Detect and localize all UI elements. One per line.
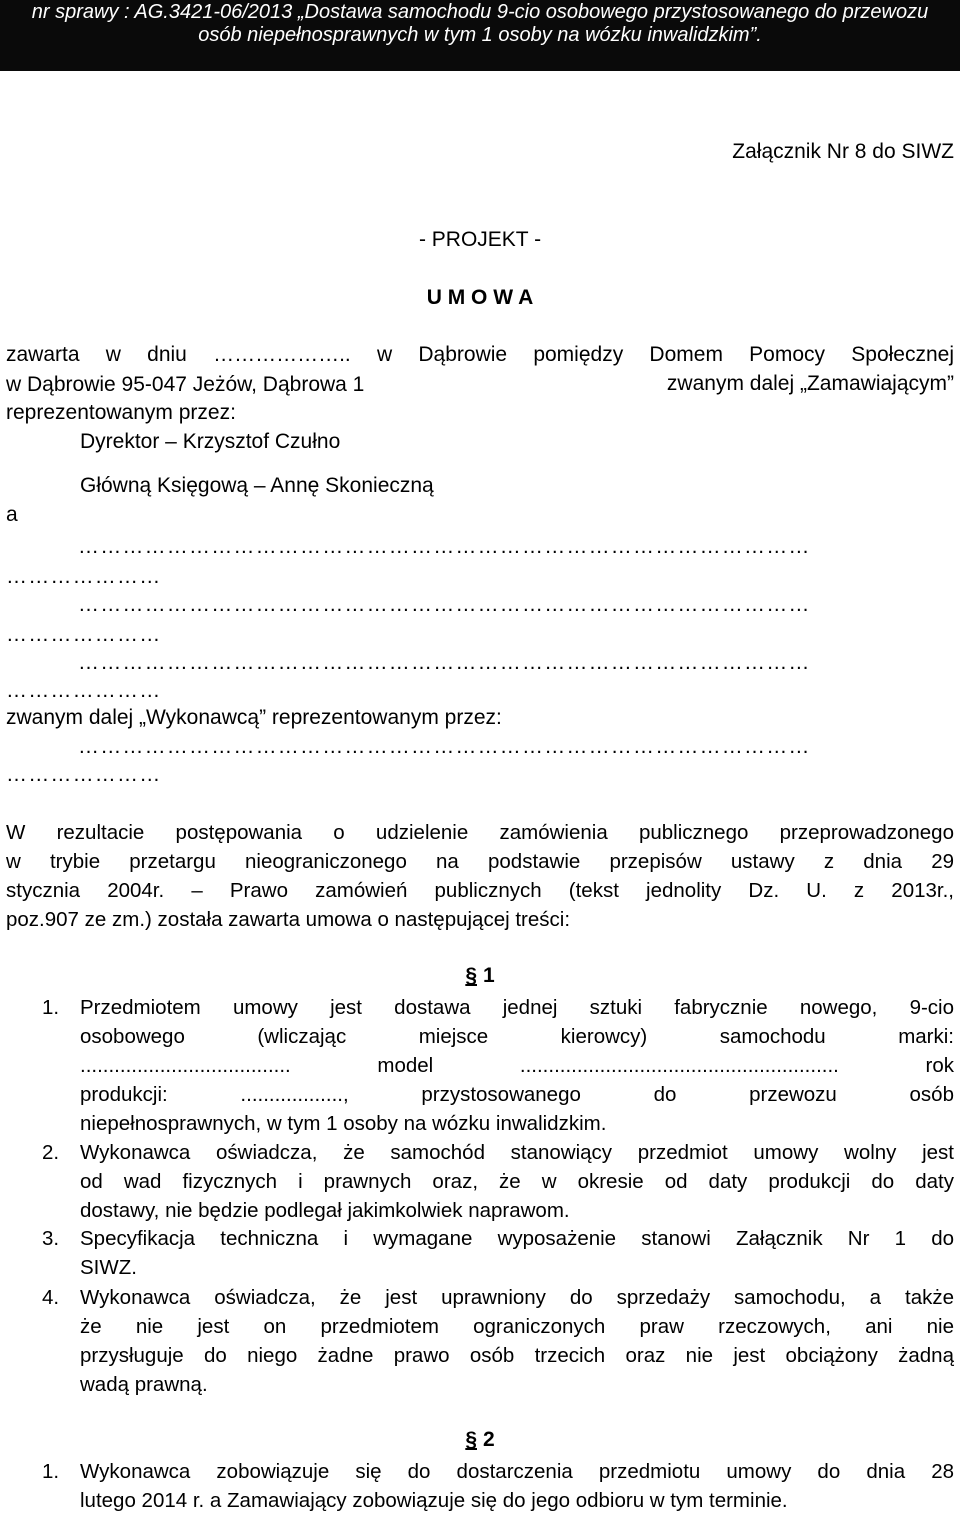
contractor-line: zwanym dalej „Wykonawcą” reprezentowanym przez: [6,706,502,729]
item-number: 3. [42,1227,60,1250]
item-line: produkcji: .................., przystosowanego do przewozu osób [80,1083,954,1106]
blank-line-1: ……………………………………………………………………………………… [78,535,811,558]
intro-line-1: zawarta w dniu ……………….. w Dąbrowie pomiędzy Domem Pomocy Społecznej [6,343,954,366]
item-line: niepełnosprawnych, w tym 1 osoby na wózku inwalidzkim. [80,1112,607,1135]
blank-line-4: ……………………………………………………………………………………… [78,735,811,758]
item-number: 2. [42,1141,60,1164]
section-number: 2 [483,1428,495,1451]
item-line: Specyfikacja techniczna i wymagane wyposażenie stanowi Załącznik Nr 1 do [80,1227,954,1250]
item-line: osobowego (wliczając miejsce kierowcy) samochodu marki: [80,1025,954,1048]
item-number: 1. [42,1460,60,1483]
intro-line-3: reprezentowanym przez: [6,401,236,424]
preamble-line: stycznia 2004r. – Prawo zamówień publicznych (tekst jednolity Dz. U. z 2013r., [6,879,954,902]
document-title: U M O W A [426,286,534,309]
item-line: wadą prawną. [80,1373,208,1396]
blank-line-3b: ………………… [6,679,162,702]
section-sign: § [465,964,477,987]
item-number: 4. [42,1286,60,1309]
blank-line-2b: ………………… [6,623,162,646]
header-line-1: nr sprawy : AG.3421-06/2013 „Dostawa samochodu 9-cio osobowego przystosowanego do przewozu [31,1,929,23]
blank-line-3: ……………………………………………………………………………………… [78,651,811,674]
document-header [0,0,960,71]
section-1-heading [0,964,960,988]
annex-label: Załącznik Nr 8 do SIWZ [732,140,954,163]
header-line-2: osób niepełnosprawnych w tym 1 osoby na wózku inwalidzkim”. [198,24,762,46]
blank-line-2: ……………………………………………………………………………………… [78,593,811,616]
preamble-paragraph [6,818,954,934]
intro-line-2b: zwanym dalej „Zamawiającym” [666,372,954,395]
item-line: Wykonawca oświadcza, że jest uprawniony do sprzedaży samochodu, a także [80,1286,954,1309]
representative-director: Dyrektor – Krzysztof Czułno [80,430,341,453]
item-line: SIWZ. [80,1256,137,1279]
section-sign: § [465,1428,477,1451]
section-2-heading [0,1428,960,1452]
blank-line-1b: ………………… [6,565,162,588]
item-line: Wykonawca oświadcza, że samochód stanowiący przedmiot umowy wolny jest [80,1141,954,1164]
item-line: od wad fizycznych i prawnych oraz, że w okresie od daty produkcji do daty [80,1170,954,1193]
item-line: lutego 2014 r. a Zamawiający zobowiązuje się do jego odbioru w tym terminie. [80,1489,788,1512]
preamble-line: poz.907 ze zm.) została zawarta umowa o następującej treści: [6,908,571,931]
item-line: przysługuje do niego żadne prawo osób trzecich oraz nie jest obciążony żadną [80,1344,954,1367]
representative-accountant: Główną Księgową – Annę Skonieczną [80,474,434,497]
item-line: Przedmiotem umowy jest dostawa jednej sztuki fabrycznie nowego, 9-cio [80,996,954,1019]
intro-line-2a: w Dąbrowie 95-047 Jeżów, Dąbrowa 1 [6,373,365,396]
blank-line-4b: ………………… [6,763,162,786]
item-line: dostawy, nie będzie podlegał jakimkolwiek naprawom. [80,1199,570,1222]
project-label: - PROJEKT - [418,228,542,251]
item-line: ..................................... model ........................................................ rok [80,1054,954,1077]
item-line: że nie jest on przedmiotem ograniczonych praw rzeczowych, ani nie [80,1315,954,1338]
conjunction-a: a [6,503,18,526]
item-number: 1. [42,996,60,1019]
section-number: 1 [483,964,495,987]
preamble-line: w trybie przetargu nieograniczonego na podstawie przepisów ustawy z dnia 29 [6,850,954,873]
preamble-line: W rezultacie postępowania o udzielenie zamówienia publicznego przeprowadzonego [6,821,954,844]
item-line: Wykonawca zobowiązuje się do dostarczenia przedmiotu umowy do dnia 28 [80,1460,954,1483]
